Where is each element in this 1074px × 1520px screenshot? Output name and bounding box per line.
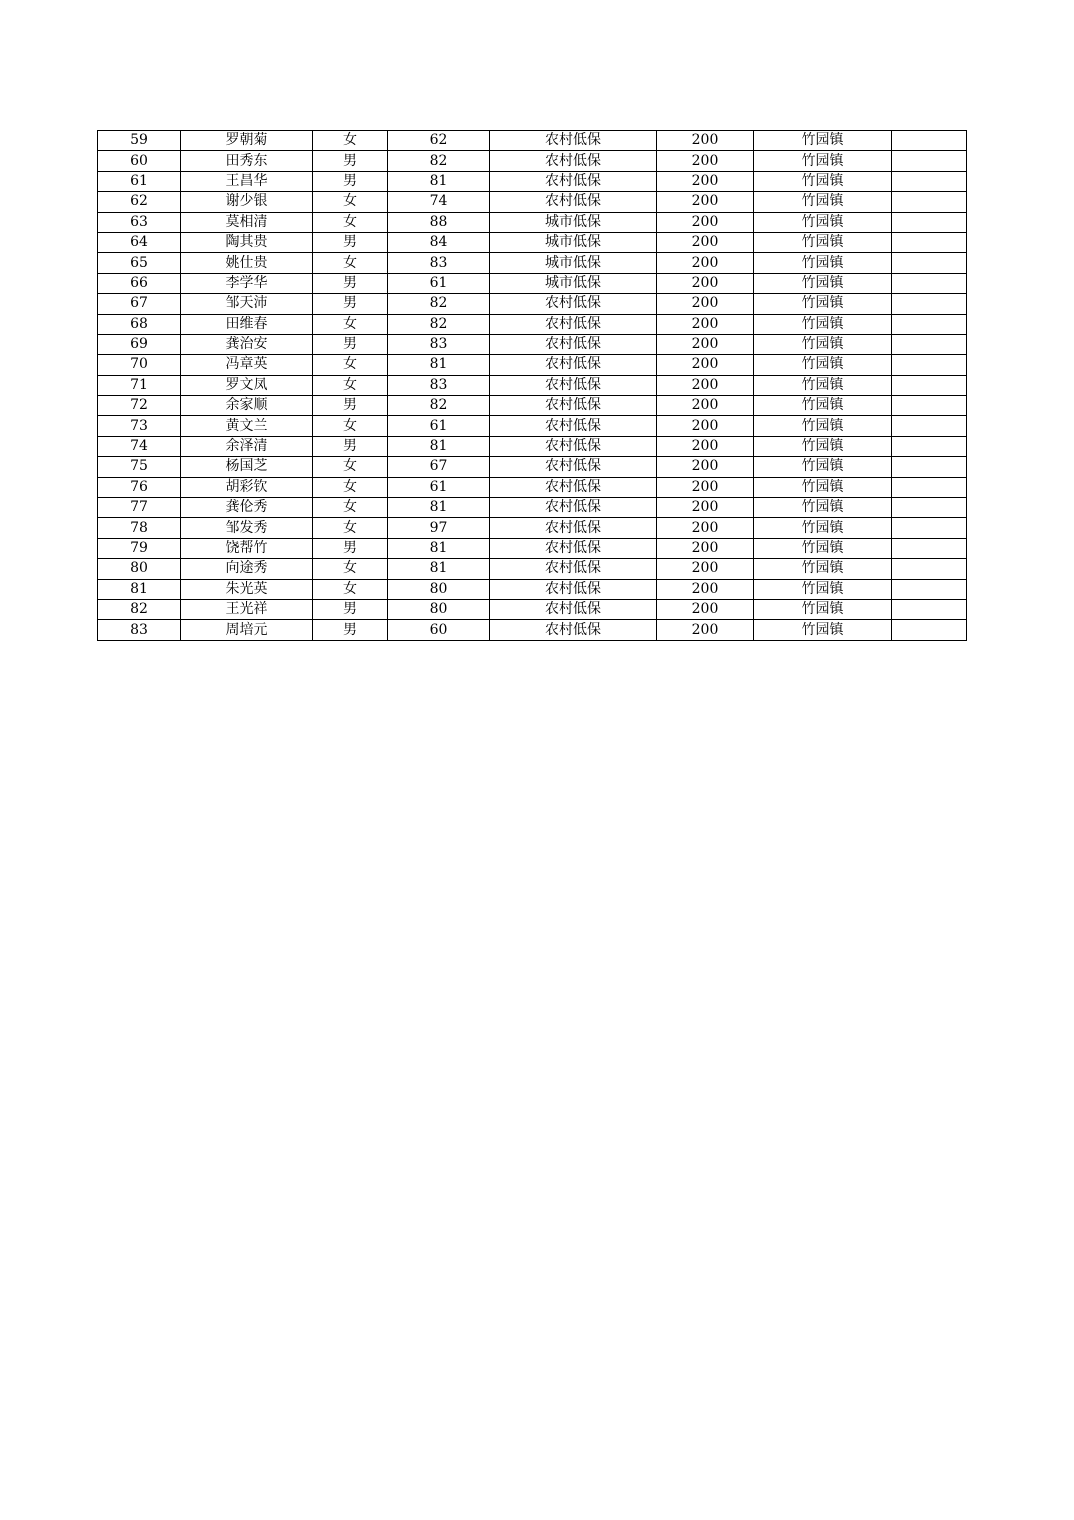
cell-assistance-type: 农村低保 xyxy=(490,131,657,151)
cell-age: 60 xyxy=(388,620,490,640)
cell-name: 向途秀 xyxy=(181,559,313,579)
cell-number: 72 xyxy=(98,396,181,416)
cell-town: 竹园镇 xyxy=(754,273,892,293)
cell-age: 81 xyxy=(388,171,490,191)
table-row xyxy=(98,559,967,579)
cell-assistance-type: 农村低保 xyxy=(490,192,657,212)
cell-amount: 200 xyxy=(657,334,754,354)
cell-town: 竹园镇 xyxy=(754,314,892,334)
cell-town: 竹园镇 xyxy=(754,518,892,538)
cell-amount: 200 xyxy=(657,192,754,212)
cell-sex: 女 xyxy=(313,457,388,477)
cell-town: 竹园镇 xyxy=(754,212,892,232)
cell-number: 78 xyxy=(98,518,181,538)
cell-number: 60 xyxy=(98,151,181,171)
cell-name: 罗朝菊 xyxy=(181,131,313,151)
cell-number: 66 xyxy=(98,273,181,293)
cell-number: 75 xyxy=(98,457,181,477)
cell-amount: 200 xyxy=(657,232,754,252)
cell-name: 王昌华 xyxy=(181,171,313,191)
cell-town: 竹园镇 xyxy=(754,171,892,191)
cell-remark xyxy=(892,171,967,191)
cell-amount: 200 xyxy=(657,538,754,558)
cell-town: 竹园镇 xyxy=(754,477,892,497)
cell-amount: 200 xyxy=(657,375,754,395)
cell-town: 竹园镇 xyxy=(754,151,892,171)
table-row xyxy=(98,294,967,314)
cell-amount: 200 xyxy=(657,498,754,518)
cell-sex: 男 xyxy=(313,294,388,314)
cell-sex: 男 xyxy=(313,171,388,191)
table-row xyxy=(98,416,967,436)
cell-remark xyxy=(892,620,967,640)
cell-assistance-type: 农村低保 xyxy=(490,151,657,171)
cell-age: 83 xyxy=(388,375,490,395)
cell-age: 81 xyxy=(388,355,490,375)
cell-town: 竹园镇 xyxy=(754,599,892,619)
cell-number: 61 xyxy=(98,171,181,191)
cell-number: 74 xyxy=(98,436,181,456)
cell-remark xyxy=(892,538,967,558)
cell-assistance-type: 农村低保 xyxy=(490,477,657,497)
cell-age: 84 xyxy=(388,232,490,252)
cell-sex: 女 xyxy=(313,314,388,334)
cell-age: 81 xyxy=(388,498,490,518)
cell-assistance-type: 农村低保 xyxy=(490,171,657,191)
cell-age: 82 xyxy=(388,396,490,416)
cell-town: 竹园镇 xyxy=(754,192,892,212)
cell-name: 王光祥 xyxy=(181,599,313,619)
cell-sex: 女 xyxy=(313,355,388,375)
cell-age: 61 xyxy=(388,416,490,436)
cell-name: 邹发秀 xyxy=(181,518,313,538)
cell-name: 余泽清 xyxy=(181,436,313,456)
cell-assistance-type: 农村低保 xyxy=(490,518,657,538)
cell-amount: 200 xyxy=(657,294,754,314)
cell-amount: 200 xyxy=(657,599,754,619)
cell-number: 79 xyxy=(98,538,181,558)
table-row xyxy=(98,253,967,273)
cell-amount: 200 xyxy=(657,253,754,273)
cell-name: 莫相清 xyxy=(181,212,313,232)
cell-amount: 200 xyxy=(657,579,754,599)
cell-remark xyxy=(892,151,967,171)
cell-number: 59 xyxy=(98,131,181,151)
cell-age: 80 xyxy=(388,579,490,599)
table-row xyxy=(98,334,967,354)
cell-town: 竹园镇 xyxy=(754,253,892,273)
cell-sex: 男 xyxy=(313,273,388,293)
cell-amount: 200 xyxy=(657,477,754,497)
cell-assistance-type: 农村低保 xyxy=(490,334,657,354)
cell-remark xyxy=(892,457,967,477)
cell-amount: 200 xyxy=(657,355,754,375)
cell-remark xyxy=(892,375,967,395)
cell-amount: 200 xyxy=(657,396,754,416)
cell-age: 81 xyxy=(388,559,490,579)
cell-remark xyxy=(892,599,967,619)
cell-age: 82 xyxy=(388,294,490,314)
cell-number: 71 xyxy=(98,375,181,395)
table-row xyxy=(98,436,967,456)
cell-number: 63 xyxy=(98,212,181,232)
cell-name: 余家顺 xyxy=(181,396,313,416)
table-row xyxy=(98,538,967,558)
cell-assistance-type: 农村低保 xyxy=(490,579,657,599)
cell-remark xyxy=(892,579,967,599)
cell-assistance-type: 农村低保 xyxy=(490,416,657,436)
cell-sex: 女 xyxy=(313,498,388,518)
cell-sex: 男 xyxy=(313,151,388,171)
cell-sex: 女 xyxy=(313,518,388,538)
cell-sex: 女 xyxy=(313,559,388,579)
cell-name: 邹天沛 xyxy=(181,294,313,314)
table-row xyxy=(98,151,967,171)
cell-amount: 200 xyxy=(657,620,754,640)
cell-age: 83 xyxy=(388,253,490,273)
cell-sex: 女 xyxy=(313,416,388,436)
cell-age: 81 xyxy=(388,538,490,558)
cell-assistance-type: 城市低保 xyxy=(490,273,657,293)
cell-sex: 男 xyxy=(313,436,388,456)
cell-sex: 男 xyxy=(313,232,388,252)
cell-town: 竹园镇 xyxy=(754,620,892,640)
cell-town: 竹园镇 xyxy=(754,294,892,314)
cell-town: 竹园镇 xyxy=(754,559,892,579)
cell-number: 68 xyxy=(98,314,181,334)
cell-assistance-type: 农村低保 xyxy=(490,498,657,518)
cell-sex: 女 xyxy=(313,131,388,151)
cell-remark xyxy=(892,355,967,375)
table-row xyxy=(98,314,967,334)
table-row xyxy=(98,171,967,191)
table-row xyxy=(98,518,967,538)
cell-name: 罗文凤 xyxy=(181,375,313,395)
cell-remark xyxy=(892,436,967,456)
cell-town: 竹园镇 xyxy=(754,457,892,477)
table-row xyxy=(98,192,967,212)
cell-remark xyxy=(892,273,967,293)
cell-town: 竹园镇 xyxy=(754,416,892,436)
cell-remark xyxy=(892,416,967,436)
cell-sex: 男 xyxy=(313,599,388,619)
cell-number: 65 xyxy=(98,253,181,273)
cell-name: 龚治安 xyxy=(181,334,313,354)
cell-town: 竹园镇 xyxy=(754,396,892,416)
cell-amount: 200 xyxy=(657,314,754,334)
cell-remark xyxy=(892,192,967,212)
cell-name: 田维春 xyxy=(181,314,313,334)
cell-amount: 200 xyxy=(657,559,754,579)
cell-sex: 女 xyxy=(313,192,388,212)
cell-remark xyxy=(892,232,967,252)
cell-name: 谢少银 xyxy=(181,192,313,212)
cell-amount: 200 xyxy=(657,212,754,232)
cell-sex: 男 xyxy=(313,538,388,558)
table-row xyxy=(98,620,967,640)
cell-assistance-type: 农村低保 xyxy=(490,599,657,619)
cell-age: 62 xyxy=(388,131,490,151)
cell-assistance-type: 城市低保 xyxy=(490,253,657,273)
cell-name: 周培元 xyxy=(181,620,313,640)
cell-sex: 男 xyxy=(313,334,388,354)
cell-town: 竹园镇 xyxy=(754,131,892,151)
cell-amount: 200 xyxy=(657,518,754,538)
cell-assistance-type: 农村低保 xyxy=(490,620,657,640)
table-row xyxy=(98,457,967,477)
cell-sex: 女 xyxy=(313,579,388,599)
cell-assistance-type: 农村低保 xyxy=(490,294,657,314)
recipient-table xyxy=(97,130,967,641)
cell-name: 田秀东 xyxy=(181,151,313,171)
cell-name: 李学华 xyxy=(181,273,313,293)
cell-town: 竹园镇 xyxy=(754,375,892,395)
cell-number: 81 xyxy=(98,579,181,599)
cell-remark xyxy=(892,498,967,518)
cell-remark xyxy=(892,477,967,497)
cell-amount: 200 xyxy=(657,436,754,456)
cell-sex: 男 xyxy=(313,396,388,416)
cell-assistance-type: 农村低保 xyxy=(490,538,657,558)
cell-number: 64 xyxy=(98,232,181,252)
cell-assistance-type: 农村低保 xyxy=(490,457,657,477)
cell-age: 61 xyxy=(388,477,490,497)
cell-town: 竹园镇 xyxy=(754,436,892,456)
cell-age: 67 xyxy=(388,457,490,477)
cell-assistance-type: 农村低保 xyxy=(490,396,657,416)
table-row xyxy=(98,579,967,599)
cell-amount: 200 xyxy=(657,416,754,436)
cell-remark xyxy=(892,294,967,314)
cell-age: 82 xyxy=(388,151,490,171)
cell-assistance-type: 农村低保 xyxy=(490,559,657,579)
cell-sex: 女 xyxy=(313,212,388,232)
table-body xyxy=(98,131,967,641)
cell-age: 74 xyxy=(388,192,490,212)
cell-number: 80 xyxy=(98,559,181,579)
cell-number: 83 xyxy=(98,620,181,640)
cell-town: 竹园镇 xyxy=(754,498,892,518)
table-row xyxy=(98,212,967,232)
cell-assistance-type: 农村低保 xyxy=(490,355,657,375)
cell-number: 69 xyxy=(98,334,181,354)
cell-sex: 女 xyxy=(313,253,388,273)
cell-assistance-type: 农村低保 xyxy=(490,436,657,456)
cell-amount: 200 xyxy=(657,457,754,477)
cell-name: 饶帮竹 xyxy=(181,538,313,558)
cell-town: 竹园镇 xyxy=(754,579,892,599)
cell-number: 82 xyxy=(98,599,181,619)
cell-name: 黄文兰 xyxy=(181,416,313,436)
cell-remark xyxy=(892,253,967,273)
cell-assistance-type: 城市低保 xyxy=(490,232,657,252)
table-row xyxy=(98,355,967,375)
cell-remark xyxy=(892,334,967,354)
cell-name: 姚仕贵 xyxy=(181,253,313,273)
cell-remark xyxy=(892,131,967,151)
cell-remark xyxy=(892,314,967,334)
cell-name: 龚伦秀 xyxy=(181,498,313,518)
cell-remark xyxy=(892,518,967,538)
table-row xyxy=(98,498,967,518)
table-row xyxy=(98,396,967,416)
cell-remark xyxy=(892,212,967,232)
cell-amount: 200 xyxy=(657,273,754,293)
table-row xyxy=(98,477,967,497)
cell-number: 67 xyxy=(98,294,181,314)
cell-age: 61 xyxy=(388,273,490,293)
cell-amount: 200 xyxy=(657,151,754,171)
cell-town: 竹园镇 xyxy=(754,355,892,375)
table-row xyxy=(98,232,967,252)
cell-assistance-type: 农村低保 xyxy=(490,314,657,334)
cell-number: 76 xyxy=(98,477,181,497)
cell-town: 竹园镇 xyxy=(754,334,892,354)
table-row xyxy=(98,131,967,151)
cell-name: 杨国芝 xyxy=(181,457,313,477)
cell-remark xyxy=(892,559,967,579)
cell-age: 82 xyxy=(388,314,490,334)
cell-age: 81 xyxy=(388,436,490,456)
cell-age: 83 xyxy=(388,334,490,354)
cell-name: 冯章英 xyxy=(181,355,313,375)
cell-remark xyxy=(892,396,967,416)
cell-name: 陶其贵 xyxy=(181,232,313,252)
cell-amount: 200 xyxy=(657,171,754,191)
cell-assistance-type: 农村低保 xyxy=(490,375,657,395)
cell-town: 竹园镇 xyxy=(754,232,892,252)
cell-sex: 女 xyxy=(313,477,388,497)
table-row xyxy=(98,599,967,619)
cell-sex: 男 xyxy=(313,620,388,640)
cell-age: 80 xyxy=(388,599,490,619)
cell-amount: 200 xyxy=(657,131,754,151)
cell-number: 77 xyxy=(98,498,181,518)
cell-number: 62 xyxy=(98,192,181,212)
cell-age: 88 xyxy=(388,212,490,232)
cell-sex: 女 xyxy=(313,375,388,395)
cell-assistance-type: 城市低保 xyxy=(490,212,657,232)
cell-age: 97 xyxy=(388,518,490,538)
cell-number: 73 xyxy=(98,416,181,436)
cell-number: 70 xyxy=(98,355,181,375)
cell-name: 胡彩钦 xyxy=(181,477,313,497)
cell-town: 竹园镇 xyxy=(754,538,892,558)
cell-name: 朱光英 xyxy=(181,579,313,599)
table-row xyxy=(98,375,967,395)
table-row xyxy=(98,273,967,293)
